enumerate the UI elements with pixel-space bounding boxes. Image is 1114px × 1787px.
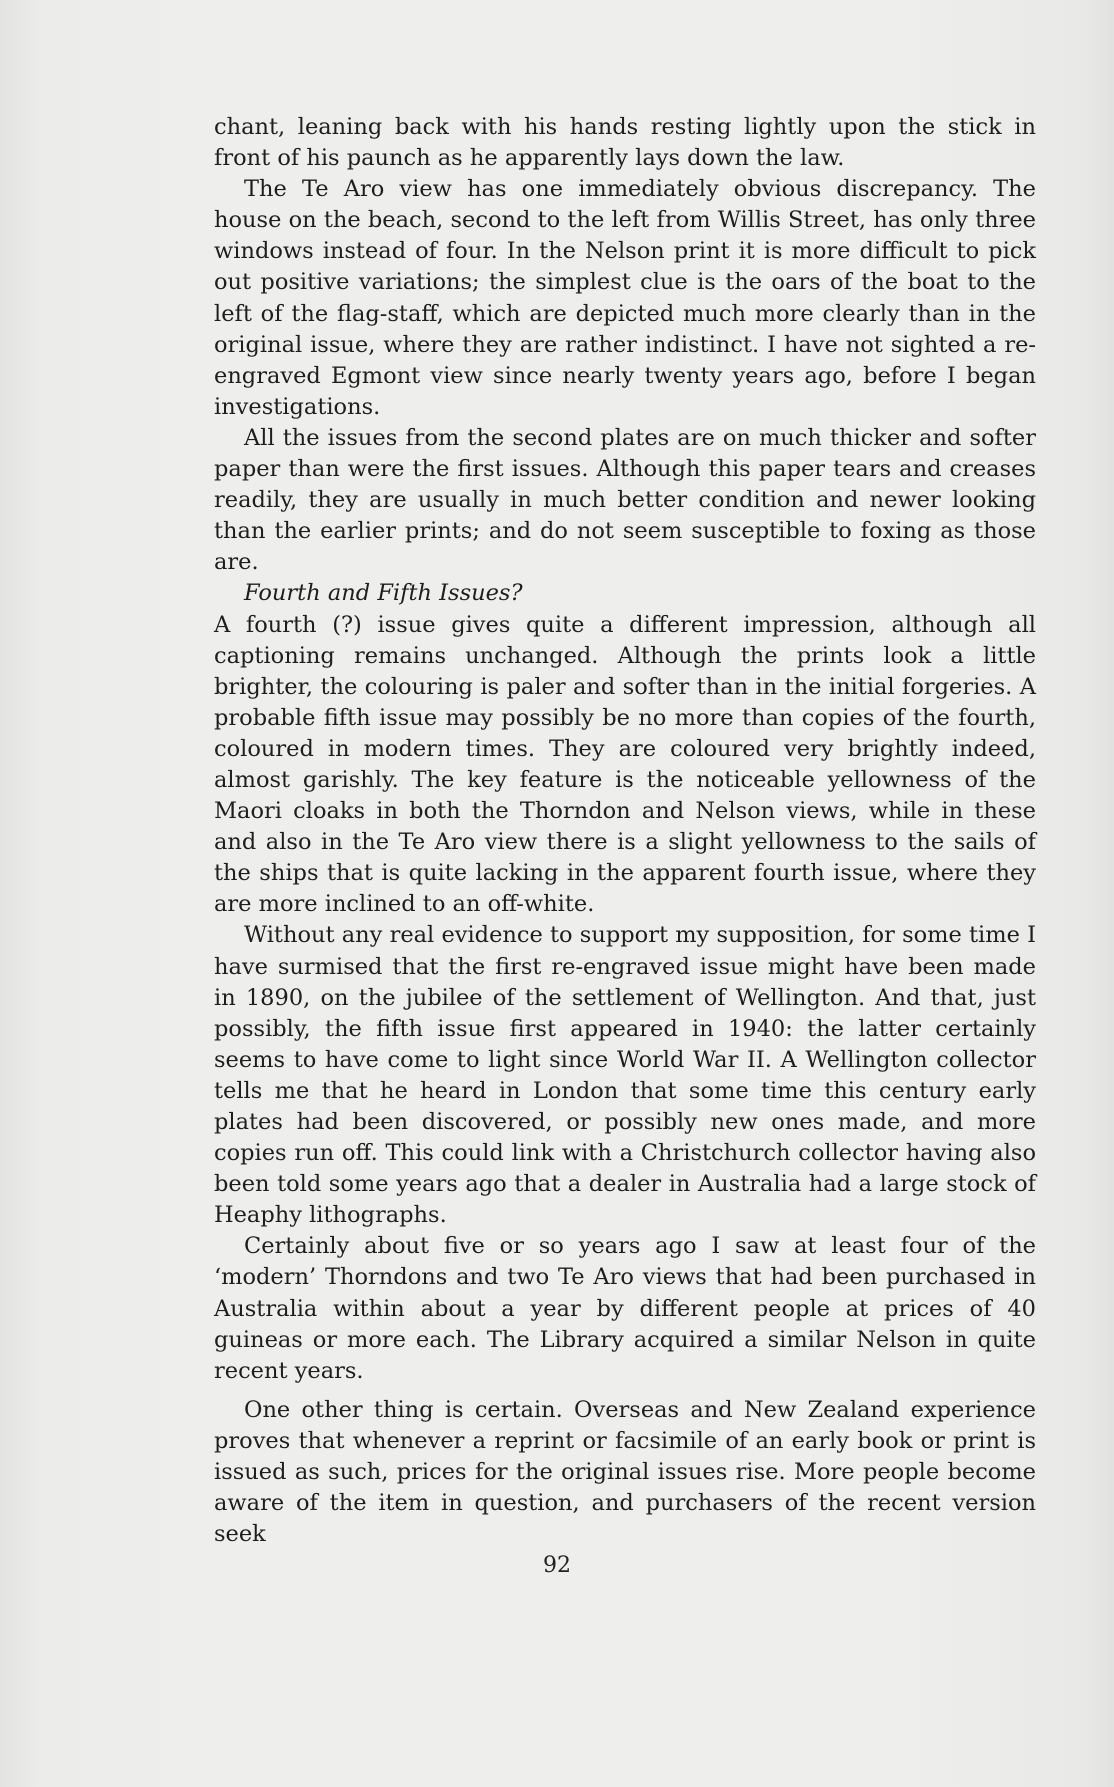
section-heading: Fourth and Fifth Issues? [244, 580, 523, 607]
paragraph-second-plates: All the issues from the second plates are on much thicker and softer paper than were the first issues. Although this paper tears and creases readily, they are usually in much better condition and newer looking than the earlier prints; and do not seem susceptible to foxing as those are. [214, 424, 1036, 576]
paragraph-continuation: chant, leaning back with his hands resting lightly upon the stick in front of his paunch as he apparently lays down the law. [214, 114, 1036, 172]
paragraph-one-other-thing: One other thing is certain. Overseas and New Zealand experience proves that whenever a reprint or facsimile of an early book or print is issued as such, prices for the original issues rise. More people become aware of the item in question, and purchasers of the recent version seek [214, 1396, 1036, 1548]
page-number: 92 [543, 1553, 571, 1578]
paragraph-fourth-issue: A fourth (?) issue gives quite a different impression, although all captioning remains unchanged. Although the prints look a little brighter, the colouring is paler and softer than in the initial forgeries. A probable fifth issue may possibly be no more than copies of the fourth, coloured in modern times. They are coloured very brightly indeed, almost garishly. The key feature is the noticeable yellowness of the Maori cloaks in both the Thorndon and Nelson views, while in these and also in the Te Aro view there is a slight yellowness to the sails of the ships that is quite lacking in the apparent fourth issue, where they are more inclined to an off-white. [214, 611, 1036, 918]
body-text [214, 112, 1036, 1550]
paragraph-modern-thorndons: Certainly about five or so years ago I saw at least four of the ‘modern’ Thorndons and two Te Aro views that had been purchased in Australia within about a year by different people at prices of 40 guineas or more each. The Library acquired a similar Nelson in quite recent years. [214, 1233, 1036, 1384]
paragraph-te-aro-view: The Te Aro view has one immediately obvious discrepancy. The house on the beach, second to the left from Willis Street, has only three windows instead of four. In the Nelson print it is more difficult to pick out positive variations; the simplest clue is the oars of the boat to the left of the flag-staff, which are depicted much more clearly than in the original issue, where they are rather indistinct. I have not sighted a re-engraved Egmont view since nearly twenty years ago, before I began investigations. [214, 176, 1036, 420]
paragraph-supposition: Without any real evidence to support my supposition, for some time I have surmised that the first re-engraved issue might have been made in 1890, on the jubilee of the settlement of Wellington. And that, just possibly, the fifth issue first appeared in 1940: the latter certainly seems to have come to light since World War II. A Wellington collector tells me that he heard in London that some time this century early plates had been discovered, or possibly new ones made, and more copies run off. This could link with a Christchurch collector having also been told some years ago that a dealer in Australia had a large stock of Heaphy lithographs. [214, 922, 1036, 1229]
